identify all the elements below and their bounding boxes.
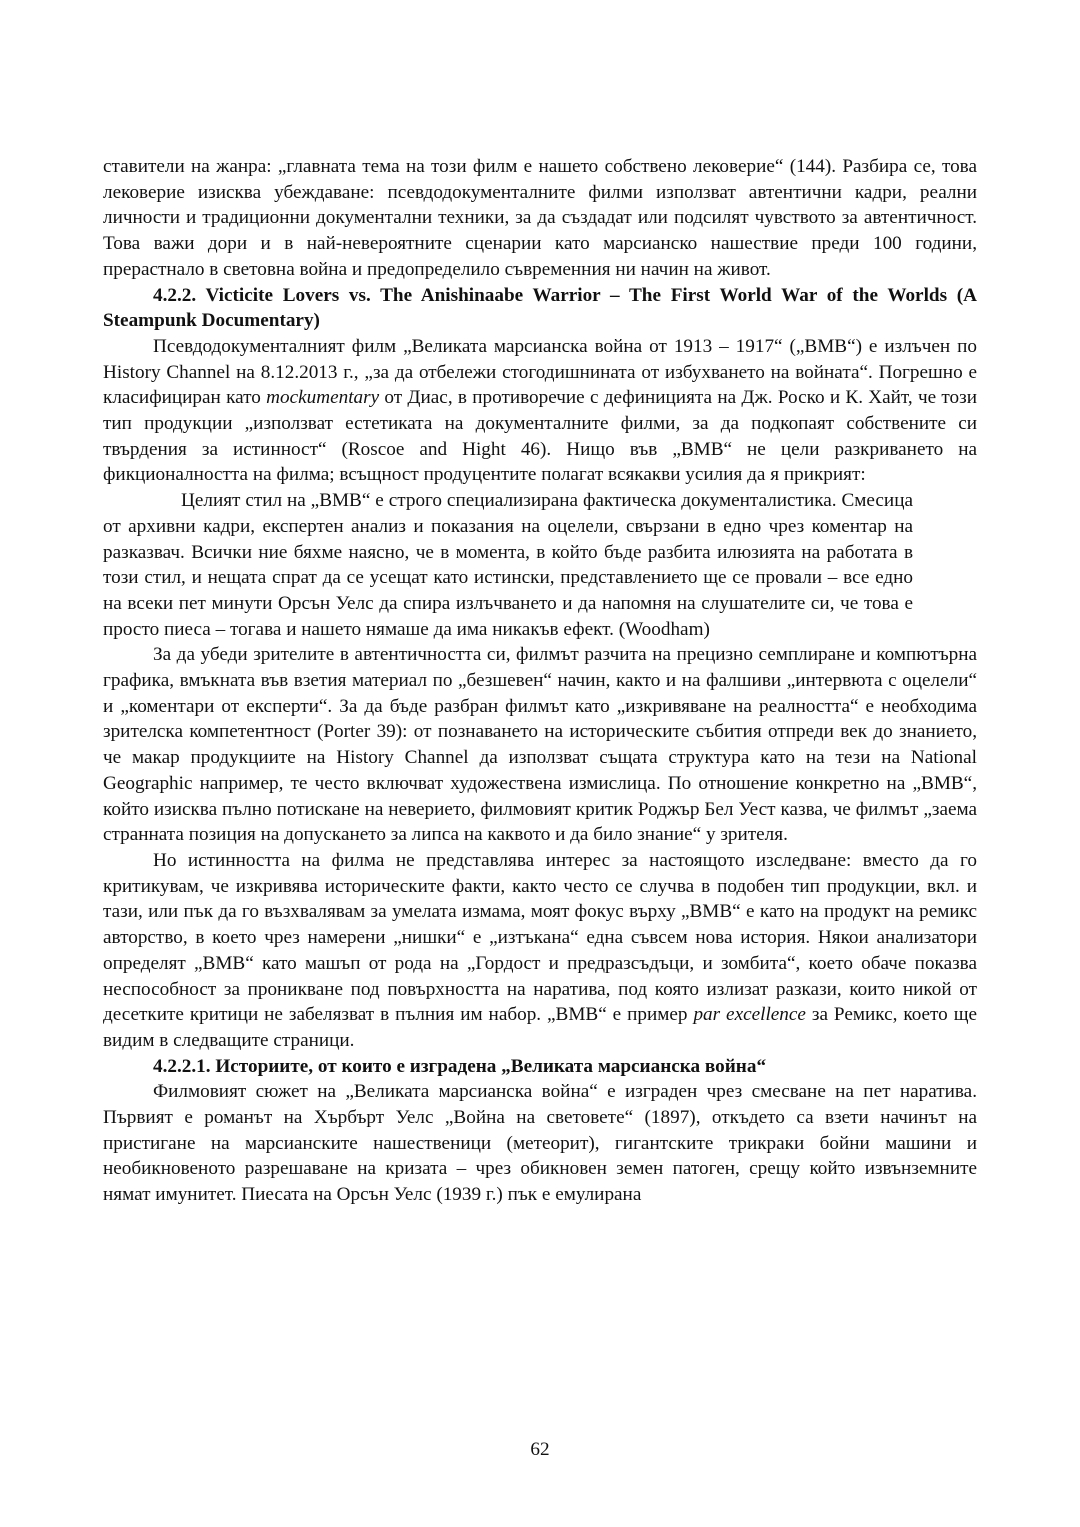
block-quote: Целият стил на „ВМВ“ е строго специализирана фактическа документалистика. Смесица от архивни кадри, експертен анализ и показания на оцелели, свързани в едно чрез коментар на разказвач. Всички ние бяхме наясно, че в момента, в който бъде разбита илюзията на работата в този стил, и нещата спрат да се усещат като истински, представлението ще се провали – все едно на всеки пет минути Орсън Уелс да спира излъчването и да напомня на слушателите си, че това е просто пиеса – тогава и нашето нямаше да има никакъв ефект. (Woodham) [103, 490, 913, 640]
paragraph-opening: ставители на жанра: „главната тема на този филм е нашето собствено лековерие“ (144). Разбира се, това лековерие изисква убеждаване: псевдодокументалните филми използват автентични кадри, реални личности и традиционни документални техники, за да създадат или подсилят чувството за автентичност. Това важи дори и в най-невероятните сценарии като марсианско нашествие преди 100 години, прерастнало в световна война и предопределило съвременния ни начин на живот. [103, 156, 977, 280]
page-number: 62 [530, 1439, 550, 1460]
paragraph-truth-text-2: за Ремикс, което ще видим в следващите страници. [103, 1004, 977, 1051]
subsection-heading: 4.2.2.1. Историите, от които е изградена „Великата марсианска война“ [153, 1055, 767, 1077]
paragraph-truth-text-1: Но истинността на филма не представлява интерес за настоящото изследване: вместо да го критикувам, че изкривява историческите факти, както често се случва в подобен тип продукции, вкл. и тази, или пък да го възхвалявам за умелата измама, моят фокус върху „ВМВ“ е като на продукт на ремикс авторство, в което чрез намерени „нишки“ е „изтъкана“ една съвсем нова история. Някои анализатори определят „ВМВ“ като машъп от рода на „Гордост и предразсъдъци, и зомбита“, което обаче показва неспособност за проникване под повърхността на наратива, под която излизат разкази, които никой от десетките критици не забелязват в пълния им набор. „ВМВ“ е пример [103, 849, 977, 1026]
paragraph-truth [103, 848, 977, 1054]
section-heading: 4.2.2. Victicite Lovers vs. The Anishinaabe Warrior – The First World War of the Worlds (A Steampunk Documentary) [103, 284, 977, 332]
paragraph-film-text-2: от Диас, в противоречие с дефиницията на Дж. Роско и К. Хайт, че този тип продукции „използват естетиката на документалните филми, за да подкопаят собствените си твърдения за истинност“ (Roscoe and Hight 46). Нищо във „ВМВ“ не цели разкриването на фикционалността на филма; всъщност продуцентите полагат всякакви усилия да я прикрият: [103, 387, 977, 486]
page-body [103, 154, 977, 1208]
paragraph-film [103, 334, 977, 488]
paragraph-convince: За да убеди зрителите в автентичността си, филмът разчита на прецизно семплиране и компютърна графика, вмъкната във взетия материал по „безшевен“ начин, както и на фалшиви „интервюта с оцелели“ и „коментари от експерти“. За да бъде разбран филмът като „изкривяване на реалността“ е необходима зрителска компетентност (Porter 39): от познаването на историческите събития отпреди век до знанието, че макар продукциите на History Channel да използват същата структура като на тези на National Geographic например, те често включват художествена измислица. По отношение конкретно на „ВМВ“, който изисква пълно потискане на неверието, филмовият критик Роджър Бел Уест казва, че филмът „заема странната позиция на допускането за липса на каквото и да било знание“ у зрителя. [103, 644, 977, 846]
paragraph-film-text-1: Псевдодокументалният филм „Великата марсианска война от 1913 – 1917“ („ВМВ“) е излъчен по History Channel на 8.12.2013 г., „за да отбележи стогодишнината от избухването на войната“. Погрешно е класифициран като [103, 335, 977, 409]
term-mockumentary: mockumentary [266, 387, 380, 409]
paragraph-stories: Филмовият сюжет на „Великата марсианска война“ е изграден чрез смесване на пет наратива. Първият е романът на Хърбърт Уелс „Война на световете“ (1897), откъдето са взети начинът на пристигане на марсианските нашественици (метеорит), гигантските трикраки бойни машини и необикновеното разрешаване на кризата – чрез обикновен земен патоген, срещу който извънземните нямат имунитет. Пиесата на Орсън Уелс (1939 г.) пък е емулирана [103, 1081, 977, 1206]
term-par-excellence: par excellence [693, 1004, 806, 1026]
